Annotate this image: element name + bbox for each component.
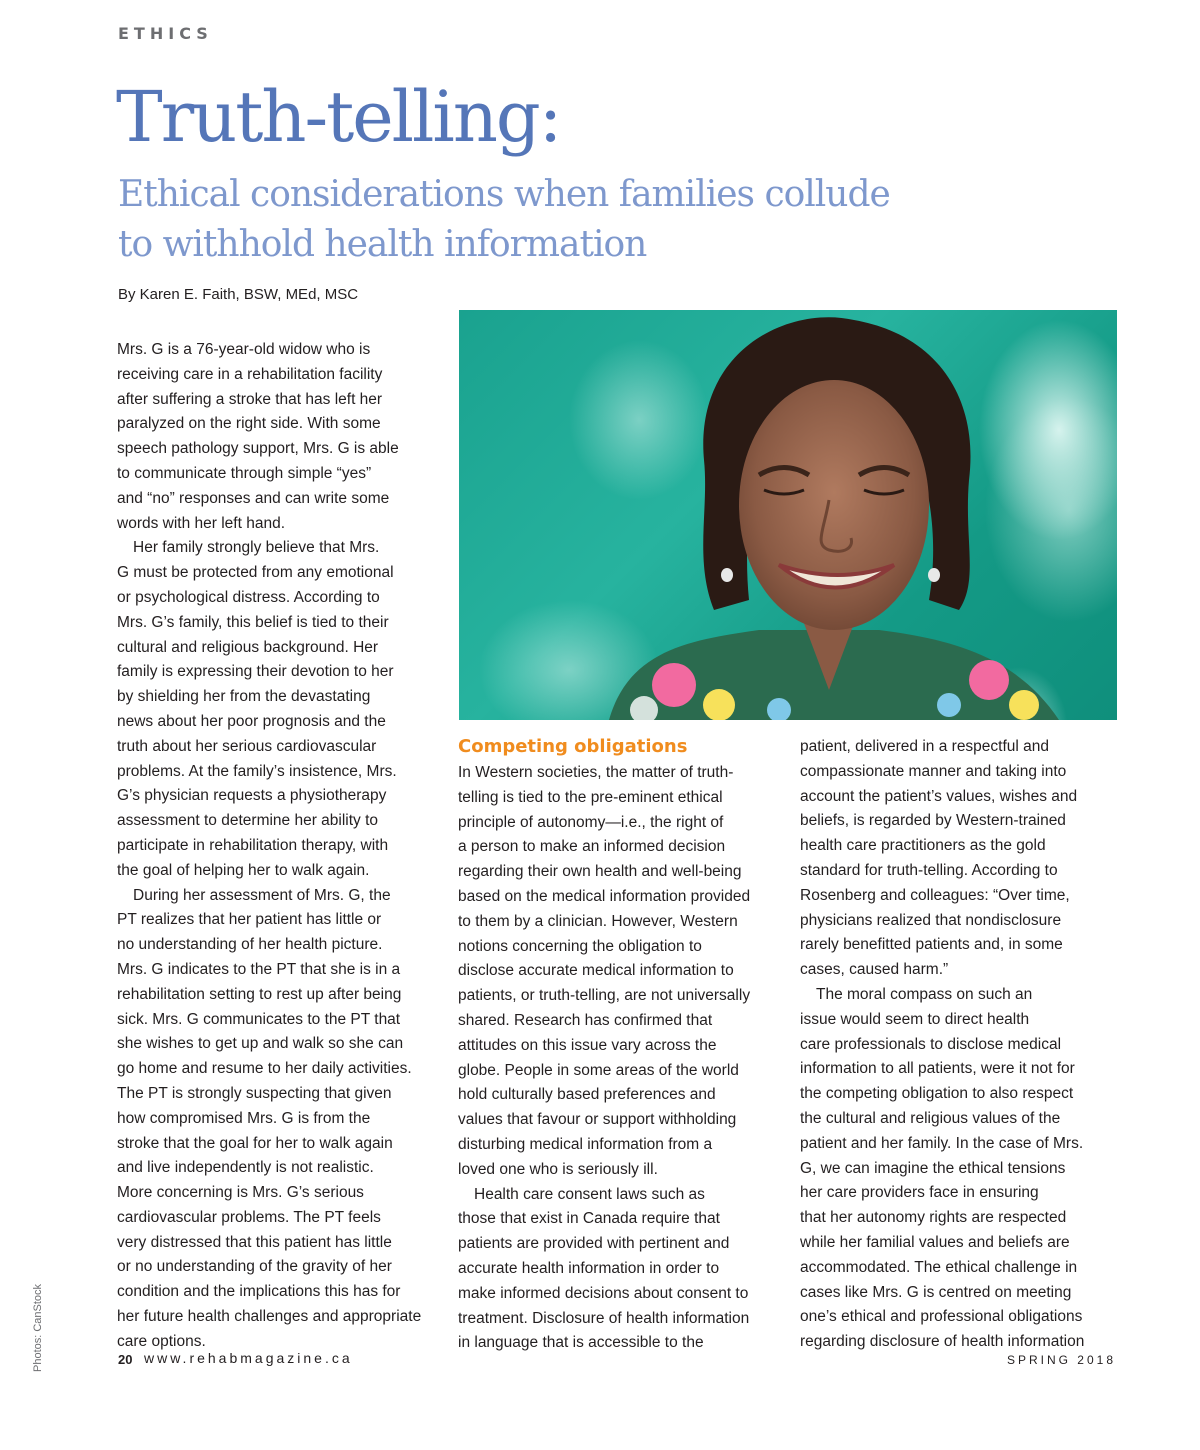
paragraph bbox=[458, 761, 778, 1183]
text-line: In Western societies, the matter of truth- bbox=[458, 764, 734, 781]
text-line: loved one who is seriously ill. bbox=[458, 1160, 658, 1178]
text-line: condition and the implications this has for bbox=[117, 1283, 401, 1301]
text-line: cases, caused harm.” bbox=[800, 961, 949, 979]
text-line: accurate health information in order to bbox=[458, 1259, 720, 1277]
article-photo bbox=[459, 310, 1117, 720]
text-line: by shielding her from the devastating bbox=[117, 688, 371, 706]
text-line: More concerning is Mrs. G’s serious bbox=[117, 1184, 364, 1202]
text-line: she wishes to get up and walk so she can bbox=[117, 1035, 404, 1053]
text-line: PT realizes that her patient has little or bbox=[117, 911, 382, 929]
text-line: rarely benefitted patients and, in some bbox=[800, 936, 1063, 954]
text-line: G must be protected from any emotional bbox=[117, 564, 394, 582]
text-line: patients, or truth-telling, are not universally bbox=[458, 987, 751, 1005]
text-line: compassionate manner and taking into bbox=[800, 762, 1067, 780]
text-line: or no understanding of the gravity of her bbox=[117, 1258, 392, 1276]
text-line: problems. At the family’s insistence, Mrs. bbox=[117, 762, 397, 780]
text-line: a person to make an informed decision bbox=[458, 838, 726, 856]
subtitle-line: to withhold health information bbox=[118, 224, 647, 265]
text-line: principle of autonomy—i.e., the right of bbox=[458, 813, 724, 831]
text-line: those that exist in Canada require that bbox=[458, 1210, 720, 1228]
text-line: paralyzed on the right side. With some bbox=[117, 415, 381, 433]
byline: By Karen E. Faith, BSW, MEd, MSC bbox=[118, 286, 359, 303]
text-line: beliefs, is regarded by Western-trained bbox=[800, 812, 1066, 830]
paragraph bbox=[117, 884, 437, 1355]
column-1 bbox=[117, 338, 437, 1355]
text-line: the cultural and religious values of the bbox=[800, 1109, 1061, 1127]
text-line: care options. bbox=[117, 1332, 206, 1350]
paragraph bbox=[117, 338, 437, 536]
section-label: ETHICS bbox=[118, 24, 213, 43]
text-line: based on the medical information provided bbox=[458, 887, 751, 905]
text-line: During her assessment of Mrs. G, the bbox=[133, 886, 391, 904]
website-url: www.rehabmagazine.ca bbox=[144, 1350, 353, 1366]
text-line: The PT is strongly suspecting that given bbox=[117, 1084, 392, 1102]
text-line: her care providers face in ensuring bbox=[800, 1184, 1039, 1202]
text-line: the competing obligation to also respect bbox=[800, 1085, 1074, 1103]
text-line: information to all patients, were it not for bbox=[800, 1060, 1075, 1078]
text-line: Rosenberg and colleagues: “Over time, bbox=[800, 886, 1070, 904]
text-line: receiving care in a rehabilitation facility bbox=[117, 365, 383, 383]
text-line: go home and resume to her daily activities. bbox=[117, 1060, 412, 1078]
text-line: assessment to determine her ability to bbox=[117, 812, 379, 830]
text-line: one’s ethical and professional obligations bbox=[800, 1308, 1083, 1326]
text-line: Her family strongly believe that Mrs. bbox=[133, 539, 380, 557]
text-line: make informed decisions about consent to bbox=[458, 1284, 749, 1302]
text-line: G, we can imagine the ethical tensions bbox=[800, 1159, 1066, 1177]
text-line: cases like Mrs. G is centred on meeting bbox=[800, 1283, 1072, 1301]
text-line: to them by a clinician. However, Western bbox=[458, 912, 738, 930]
subtitle-line: Ethical considerations when families collude bbox=[118, 174, 890, 215]
text-line: attitudes on this issue vary across the bbox=[458, 1036, 717, 1054]
text-line: after suffering a stroke that has left her bbox=[117, 390, 383, 408]
text-line: family is expressing their devotion to her bbox=[117, 663, 394, 681]
article-subtitle bbox=[118, 170, 998, 270]
text-line: health care practitioners as the gold bbox=[800, 837, 1046, 855]
text-line: her future health challenges and appropriate bbox=[117, 1308, 422, 1326]
text-line: patient and her family. In the case of Mrs. bbox=[800, 1134, 1084, 1152]
text-line: Health care consent laws such as bbox=[474, 1185, 705, 1203]
text-line: very distressed that this patient has little bbox=[117, 1233, 392, 1251]
text-line: rehabilitation setting to rest up after being bbox=[117, 985, 402, 1003]
portrait-photo bbox=[459, 310, 1117, 720]
text-line: The moral compass on such an bbox=[816, 985, 1033, 1003]
text-line: Mrs. G is a 76-year-old widow who is bbox=[117, 341, 371, 358]
text-line: values that favour or support withholding bbox=[458, 1111, 737, 1129]
text-line: telling is tied to the pre-eminent ethical bbox=[458, 788, 723, 806]
text-line: care professionals to disclose medical bbox=[800, 1035, 1062, 1053]
text-line: shared. Research has confirmed that bbox=[458, 1011, 713, 1029]
text-line: issue would seem to direct health bbox=[800, 1010, 1030, 1028]
text-line: news about her poor prognosis and the bbox=[117, 712, 386, 730]
text-line: disclose accurate medical information to bbox=[458, 962, 734, 980]
text-line: and live independently is not realistic. bbox=[117, 1159, 374, 1177]
text-line: speech pathology support, Mrs. G is able bbox=[117, 440, 399, 458]
text-line: cardiovascular problems. The PT feels bbox=[117, 1208, 381, 1226]
text-line: and “no” responses and can write some bbox=[117, 489, 390, 507]
text-line: cultural and religious background. Her bbox=[117, 638, 379, 656]
text-line: treatment. Disclosure of health information bbox=[458, 1309, 750, 1327]
text-line: to communicate through simple “yes” bbox=[117, 464, 372, 482]
text-line: words with her left hand. bbox=[117, 514, 286, 532]
issue-label: SPRING 2018 bbox=[1006, 1353, 1116, 1367]
paragraph bbox=[458, 1183, 778, 1357]
section-subhead: Competing obligations bbox=[458, 736, 688, 757]
paragraph bbox=[800, 735, 1110, 983]
text-line: globe. People in some areas of the world bbox=[458, 1061, 739, 1079]
paragraph bbox=[117, 536, 437, 883]
text-line: stroke that the goal for her to walk again bbox=[117, 1134, 393, 1152]
text-line: accommodated. The ethical challenge in bbox=[800, 1258, 1078, 1276]
text-line: standard for truth-telling. According to bbox=[800, 861, 1058, 879]
text-line: in language that is accessible to the bbox=[458, 1334, 704, 1352]
photo-credit: Photos: CanStock bbox=[32, 1283, 44, 1372]
text-line: patient, delivered in a respectful and bbox=[800, 738, 1050, 755]
text-line: while her familial values and beliefs are bbox=[800, 1233, 1070, 1251]
text-line: truth about her serious cardiovascular bbox=[117, 737, 377, 755]
text-line: notions concerning the obligation to bbox=[458, 937, 702, 955]
text-line: regarding disclosure of health information bbox=[800, 1333, 1085, 1351]
paragraph bbox=[800, 983, 1110, 1355]
text-line: patients are provided with pertinent and bbox=[458, 1235, 730, 1253]
text-line: account the patient’s values, wishes and bbox=[800, 787, 1078, 805]
text-line: or psychological distress. According to bbox=[117, 588, 380, 606]
text-line: physicians realized that nondisclosure bbox=[800, 911, 1062, 929]
text-line: G’s physician requests a physiotherapy bbox=[117, 787, 387, 805]
text-line: participate in rehabilitation therapy, with bbox=[117, 836, 389, 854]
text-line: how compromised Mrs. G is from the bbox=[117, 1109, 371, 1127]
page-number: 20 bbox=[118, 1352, 133, 1367]
text-line: disturbing medical information from a bbox=[458, 1135, 713, 1153]
text-line: that her autonomy rights are respected bbox=[800, 1209, 1067, 1227]
column-3 bbox=[800, 735, 1110, 1355]
text-line: the goal of helping her to walk again. bbox=[117, 861, 370, 879]
text-line: Mrs. G indicates to the PT that she is in a bbox=[117, 960, 401, 978]
text-line: hold culturally based preferences and bbox=[458, 1086, 716, 1104]
text-line: no understanding of her health picture. bbox=[117, 936, 383, 954]
text-line: regarding their own health and well-being bbox=[458, 863, 742, 881]
column-2 bbox=[458, 761, 778, 1356]
text-line: Mrs. G’s family, this belief is tied to their bbox=[117, 613, 389, 631]
article-title: Truth-telling: bbox=[116, 76, 561, 158]
text-line: sick. Mrs. G communicates to the PT that bbox=[117, 1010, 401, 1028]
